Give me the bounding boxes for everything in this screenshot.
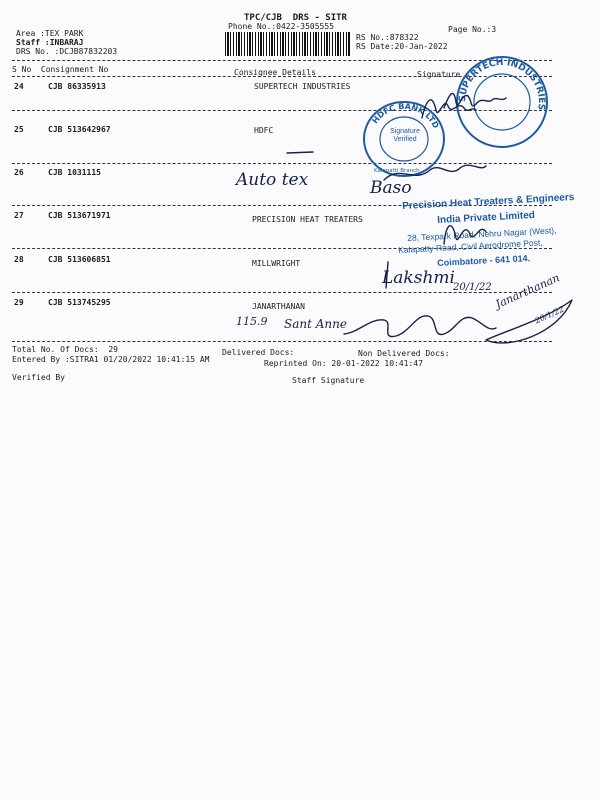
- delivered-docs: Delivered Docs:: [222, 348, 295, 357]
- area-label: Area :TEX PARK: [16, 29, 84, 38]
- row-consignee: JANARTHANAN: [252, 302, 305, 311]
- page-number: Page No.:3: [448, 25, 497, 34]
- reprinted-on: Reprinted On: 20-01-2022 10:41:47: [264, 359, 423, 368]
- column-header-sno-consignment: S No Consignment No: [12, 65, 109, 74]
- hdfc-mark-icon: [285, 148, 315, 158]
- row-consignment-no: CJB 1031115: [48, 168, 101, 177]
- entered-by: Entered By :SITRA1 01/20/2022 10:41:15 AM: [12, 355, 210, 364]
- row-consignment-no: CJB 513745295: [48, 298, 111, 307]
- row-sno: 24: [14, 82, 24, 91]
- rs-number: RS No.:878322: [356, 33, 419, 42]
- row-sno: 27: [14, 211, 24, 220]
- hdfc-signature-icon: [418, 88, 478, 128]
- row28-signature-icon: [378, 260, 398, 290]
- row-consignment-no: CJB 513671971: [48, 211, 111, 220]
- row-consignment-no: CJB 513606851: [48, 255, 111, 264]
- precision-stamp-line1: Precision Heat Treaters & Engineers: [401, 191, 575, 212]
- row29-janarthanan-loop-icon: [478, 290, 578, 352]
- row29-handwritten-note: 115.9: [236, 315, 268, 328]
- row-consignee: HDFC: [254, 126, 274, 135]
- hdfc-stamp-center-text: Signature Verified: [390, 128, 420, 143]
- non-delivered-docs: Non Delivered Docs:: [358, 349, 450, 358]
- row-consignee: SUPERTECH INDUSTRIES: [254, 82, 351, 91]
- precision-stamp-line5: Coimbatore - 641 014.: [436, 253, 531, 268]
- phone-number: Phone No.:0422-3505555: [228, 22, 334, 31]
- row-sno: 29: [14, 298, 24, 307]
- staff-label: Staff :INBARAJ: [16, 38, 84, 47]
- column-header-consignee: Consignee Details: [234, 68, 316, 77]
- hdfc-stamp-ring-text: HDFC BANK LTD: [370, 101, 441, 130]
- row26-handwritten-note: Auto tex: [236, 170, 309, 190]
- row-sno: 26: [14, 168, 24, 177]
- precision-stamp-line4: Kalapatty Road, Civil Aerodrome Post,: [397, 237, 543, 255]
- supertech-stamp-text: SUPERTECH INDUSTRIES: [457, 57, 547, 111]
- row29-handwritten-name: Janarthanan: [493, 271, 562, 311]
- verified-by-label: Verified By: [12, 373, 65, 382]
- row29-handwritten-date: 20/1/22: [533, 304, 566, 326]
- row-consignment-no: CJB 513642967: [48, 125, 111, 134]
- row26-signature-icon: [380, 158, 490, 188]
- barcode-image: [225, 32, 350, 56]
- row29-handwritten-note2: Sant Anne: [284, 317, 347, 331]
- staff-signature-label: Staff Signature: [292, 376, 365, 385]
- precision-stamp-line3: 28, Texpark Road, Nehru Nagar (West),: [406, 225, 557, 243]
- row-consignee: MILLWRIGHT: [252, 259, 301, 268]
- row-consignee: PRECISION HEAT TREATERS: [252, 215, 363, 224]
- drs-number: DRS No. :DCJB87832203: [16, 47, 118, 56]
- column-header-signature: Signature: [417, 70, 461, 79]
- precision-stamp-line2: India Private Limited: [436, 209, 536, 226]
- row-sno: 25: [14, 125, 24, 134]
- row26-handwritten-sign: Baso: [370, 178, 412, 198]
- total-docs: Total No. Of Docs: 29: [12, 345, 118, 354]
- hdfc-stamp-branch: Kalapatti Branch: [374, 168, 420, 174]
- document-title: TPC/CJB DRS - SITR: [244, 13, 347, 23]
- rs-date: RS Date:20-Jan-2022: [356, 42, 448, 51]
- row-consignment-no: CJB 86335913: [48, 82, 106, 91]
- row-sno: 28: [14, 255, 24, 264]
- row28-handwritten-date: 20/1/22: [453, 282, 492, 293]
- row28-handwritten-name: Lakshmi: [382, 268, 455, 288]
- precision-signature-icon: [440, 214, 490, 250]
- row29-signature-icon: [340, 304, 500, 346]
